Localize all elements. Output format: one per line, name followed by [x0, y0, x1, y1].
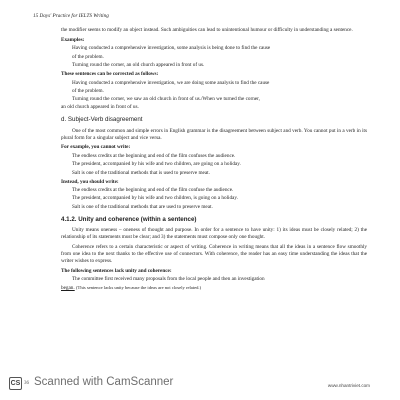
section-heading: 4.1.2. Unity and coherence (within a sentence) [61, 215, 197, 223]
website-url: www.nhantriviet.com [327, 383, 370, 388]
lack-example: The committee first received many proposals from the local people and then an investigation [72, 276, 265, 283]
scanner-watermark: Scanned with CamScanner [34, 376, 174, 388]
right-example: The president, accompanied by his wife and two children, is going on a holiday. [72, 195, 238, 202]
lack-example-end: began. [61, 285, 75, 292]
corrected-line: Having conducted a comprehensive investigation, we are doing some analysis to find the cause [72, 79, 270, 86]
lack-example [61, 284, 367, 292]
intro-paragraph: the modifier seems to modify an object instead. Such ambiguities can lead to unintentional humour or difficulty in understanding a sentence. [61, 27, 353, 33]
lack-unity-label: The following sentences lack unity and coherence: [61, 267, 172, 274]
example-line: of the problem. [72, 53, 104, 60]
wrong-example: The endless credits at the beginning and end of the film confuses the audience. [72, 152, 236, 159]
section-heading: d. Subject-Verb disagreement [61, 116, 143, 124]
subject-verb-paragraph: One of the most common and simple errors in English grammar is the disagreement between subject and verb. You cannot put in a verb in its plural form for a singular subject and vice versa. [61, 127, 367, 141]
corrected-line: an old church appeared in front of us. [61, 104, 139, 111]
scan-footer [0, 375, 400, 395]
examples-label: Examples: [61, 36, 85, 43]
page-number: 36 [24, 381, 29, 386]
coherence-paragraph: Coherence refers to a certain characteristic or aspect of writing. Coherence in writing means that all the ideas in a sentence flow smoothly from one idea to the next thanks to the effective use of connectors. With coherence, the reader has an easy time understanding the ideas that the writer wishes to express. [61, 243, 367, 264]
example-line: Turning round the corner, an old church appeared in front of us. [72, 61, 205, 68]
wrong-example: The president, accompanied by his wife and two children, are going on a holiday. [72, 161, 241, 168]
corrected-label: These sentences can be corrected as follows: [61, 70, 159, 77]
running-header: 15 Days' Practice for IELTS Writing [33, 13, 109, 19]
example-line: Having conducted a comprehensive investigation, some analysis is being done to find the cause [72, 45, 271, 52]
should-write-label: Instead, you should write: [61, 178, 119, 185]
corrected-line: of the problem. [72, 87, 104, 94]
page-body [61, 27, 367, 294]
lack-example-note: (This sentence lacks unity because the ideas are not closely related.) [75, 285, 202, 291]
right-example: Salt is one of the traditional methods that are used to preserve meat. [72, 203, 213, 210]
right-example: The endless credits at the beginning and end of the film confuse the audience. [72, 187, 234, 194]
corrected-line: Turning round the corner, we saw an old church in front of us./When we turned the corner, [72, 96, 260, 103]
cannot-write-label: For example, you cannot write: [61, 144, 131, 151]
unity-paragraph: Unity means oneness – oneness of thought and purpose. In order for a sentence to have unity: 1) its ideas must be closely related; 2) the relationship of its statements must be clear; and 3) the statements must compose only one thought. [61, 226, 367, 241]
wrong-example: Salt is one of the traditional methods that is used to preserve meat. [72, 169, 210, 176]
camscanner-logo-icon: CS [9, 377, 22, 390]
